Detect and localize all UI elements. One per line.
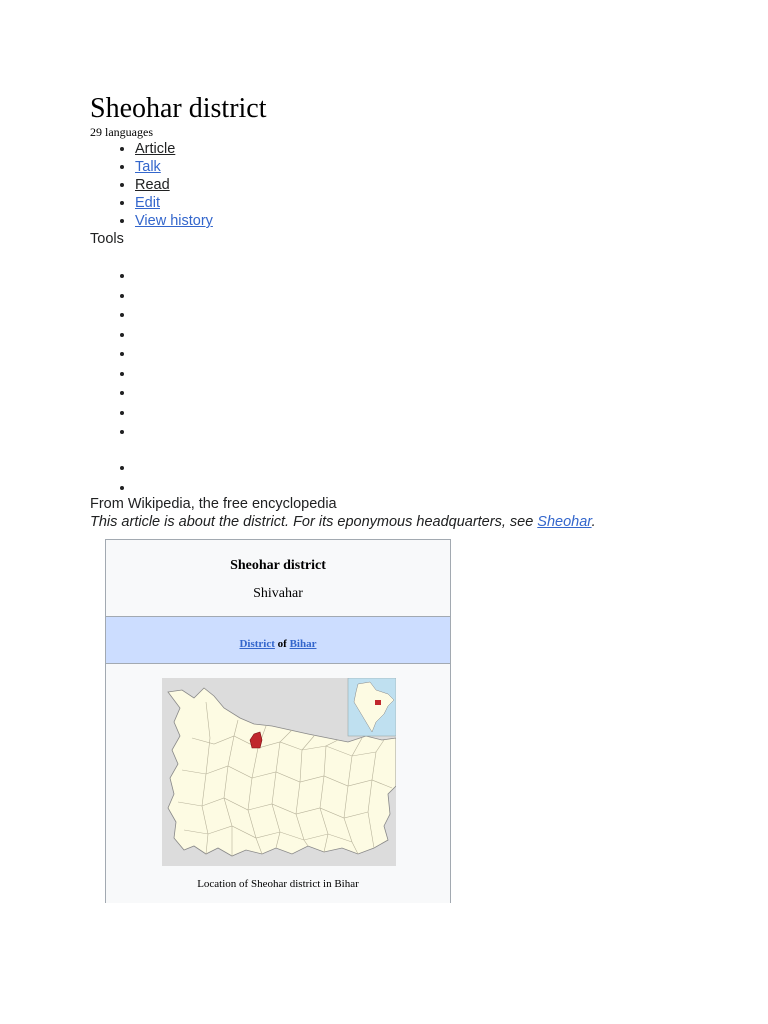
tab-edit-link[interactable]: Edit bbox=[135, 195, 160, 211]
infobox-title: Sheohar district bbox=[230, 558, 326, 573]
district-link[interactable]: District bbox=[239, 638, 275, 650]
page-title: Sheohar district bbox=[90, 93, 267, 124]
bihar-map-image bbox=[162, 678, 396, 866]
hatnote bbox=[90, 513, 596, 531]
tab-article-link[interactable]: Article bbox=[135, 141, 176, 157]
tab-article bbox=[135, 140, 213, 158]
bihar-link[interactable]: Bihar bbox=[289, 638, 317, 650]
type-of-text: of bbox=[274, 638, 290, 650]
page-tabs bbox=[90, 140, 213, 230]
infobox-native-name: Shivahar bbox=[253, 586, 303, 601]
tab-talk bbox=[135, 158, 213, 176]
hatnote-text: This article is about the district. For its eponymous headquarters, see bbox=[90, 514, 538, 530]
map-caption: Location of Sheohar district in Bihar bbox=[197, 878, 359, 890]
inset-bihar-highlight bbox=[375, 700, 381, 705]
hatnote-link-sheohar[interactable]: Sheohar bbox=[537, 514, 592, 530]
infobox-map-cell bbox=[106, 664, 450, 903]
languages-button[interactable]: 29 languages bbox=[90, 125, 153, 139]
tools-menu[interactable]: Tools bbox=[90, 231, 124, 247]
location-map[interactable] bbox=[162, 678, 396, 866]
tab-read bbox=[135, 176, 213, 194]
tab-edit bbox=[135, 194, 213, 212]
hatnote-end: . bbox=[591, 514, 596, 530]
tools-list bbox=[90, 266, 135, 442]
tab-view-history-link[interactable]: View history bbox=[135, 213, 213, 229]
infobox bbox=[105, 539, 451, 903]
infobox-header bbox=[106, 540, 450, 617]
tab-read-link[interactable]: Read bbox=[135, 177, 170, 193]
tools-list-secondary bbox=[90, 458, 135, 497]
tab-view-history bbox=[135, 212, 213, 230]
site-tagline: From Wikipedia, the free encyclopedia bbox=[90, 496, 337, 512]
tab-talk-link[interactable]: Talk bbox=[135, 159, 161, 175]
infobox-type-band bbox=[106, 617, 450, 664]
